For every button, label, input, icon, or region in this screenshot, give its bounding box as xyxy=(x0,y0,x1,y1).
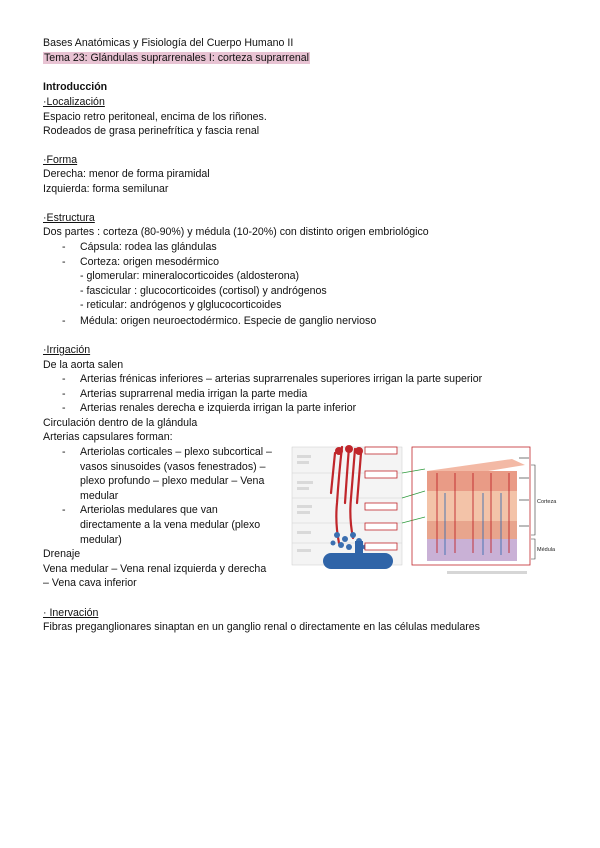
corteza-label: Corteza xyxy=(537,499,557,505)
bullet-dash: - xyxy=(62,388,66,400)
estructura-bullet-1: Cápsula: rodea las glándulas xyxy=(80,241,217,253)
estructura-bullet-2: Corteza: origen mesodérmico xyxy=(80,256,219,268)
estructura-bullet-3: Médula: origen neuroectodérmico. Especie de ganglio nervioso xyxy=(80,315,377,327)
bullet-dash: - xyxy=(62,315,66,327)
estructura-heading: ·Estructura xyxy=(43,212,95,224)
topic-highlight: Tema 23: Glándulas suprarrenales I: corteza suprarrenal xyxy=(44,52,309,64)
drenaje-line: Drenaje xyxy=(43,548,81,560)
forma-line-1: Derecha: menor de forma piramidal xyxy=(43,168,210,180)
bullet-dash: - xyxy=(62,241,66,253)
capsular-bullet-1-line-1: Arteriolas corticales – plexo subcortical – xyxy=(80,446,272,458)
forma-heading: ·Forma xyxy=(43,154,78,166)
localizacion-line-1: Espacio retro peritoneal, encima de los riñones. xyxy=(43,111,267,123)
localizacion-heading: ·Localización xyxy=(43,96,105,108)
irrigacion-heading: ·Irrigación xyxy=(43,344,91,356)
capsular-bullet-1-line-4: medular xyxy=(80,490,119,502)
capsular-bullet-1-line-3: plexo profundo – plexo medular – Vena xyxy=(80,475,265,487)
illustration-svg xyxy=(287,443,557,581)
bullet-dash: - xyxy=(62,504,66,516)
estructura-sub-3: - reticular: andrógenos y glglucocorticoides xyxy=(80,299,282,311)
bullet-dash: - xyxy=(62,256,66,268)
capsular-bullet-2-line-2: directamente a la vena medular (plexo xyxy=(80,519,261,531)
irrigacion-bullet-3: Arterias renales derecha e izquierda irrigan la parte inferior xyxy=(80,402,357,414)
inervacion-heading: · Inervación xyxy=(43,607,99,619)
course-title: Bases Anatómicas y Fisiología del Cuerpo Humano II xyxy=(43,37,294,49)
irrigacion-bullet-1: Arterias frénicas inferiores – arterias suprarrenales superiores irrigan la parte superior xyxy=(80,373,483,385)
intro-heading: Introducción xyxy=(43,81,108,93)
irrigacion-intro: De la aorta salen xyxy=(43,359,124,371)
drenaje-line-1: Vena medular – Vena renal izquierda y derecha xyxy=(43,563,267,575)
topic-title xyxy=(43,52,310,65)
adrenal-vascular-illustration xyxy=(287,443,557,581)
bullet-dash: - xyxy=(62,446,66,458)
forma-line-2: Izquierda: forma semilunar xyxy=(43,183,169,195)
irrigacion-bullet-2: Arterias suprarrenal media irrigan la parte media xyxy=(80,388,308,400)
circulacion-line: Circulación dentro de la glándula xyxy=(43,417,198,429)
inervacion-line: Fibras preganglionares sinaptan en un ganglio renal o directamente en las células medulares xyxy=(43,621,480,633)
estructura-sub-1: - glomerular: mineralocorticoides (aldosterona) xyxy=(80,270,300,282)
bullet-dash: - xyxy=(62,373,66,385)
localizacion-line-2: Rodeados de grasa perinefrítica y fascia renal xyxy=(43,125,260,137)
bullet-dash: - xyxy=(62,402,66,414)
capsular-bullet-2-line-1: Arteriolas medulares que van xyxy=(80,504,218,516)
drenaje-line-2: – Vena cava inferior xyxy=(43,577,137,589)
estructura-intro: Dos partes : corteza (80-90%) y médula (10-20%) con distinto origen embriológico xyxy=(43,226,429,238)
capsulares-line: Arterias capsulares forman: xyxy=(43,431,173,443)
capsular-bullet-2-line-3: medular) xyxy=(80,534,122,546)
estructura-sub-2: - fascicular : glucocorticoides (cortisol) y andrógenos xyxy=(80,285,327,297)
medula-label: Médula xyxy=(537,547,556,553)
capsular-bullet-1-line-2: vasos sinusoides (vasos fenestrados) – xyxy=(80,461,266,473)
